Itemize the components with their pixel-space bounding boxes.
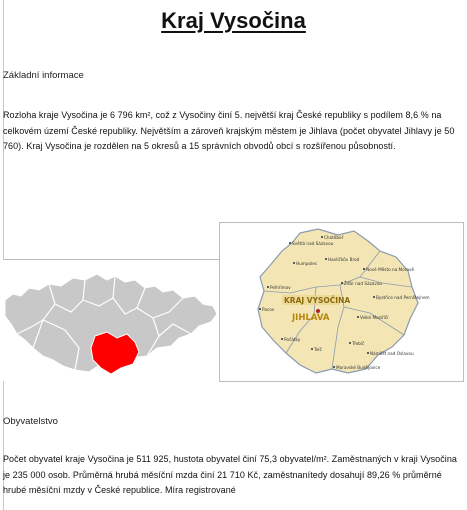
town-humpolec: Humpolec [296,261,318,266]
town-zdar: Žďár nad Sázavou [344,281,383,286]
town-namest: Náměšť nad Oslavou [370,351,414,356]
czech-republic-map [3,259,220,381]
vysocina-map-svg [220,223,463,381]
vysocina-region-map [219,222,464,382]
czech-map-svg [3,260,219,381]
town-nove-mesto: Nové Město na Moravě [366,267,415,272]
capital-marker [316,309,320,313]
town-velke-mezirici: Velké Meziříčí [360,315,389,320]
vysocina-region-highlight [91,332,139,374]
capital-label: JIHLAVA [292,313,330,323]
section-heading-basic-info: Základní informace [3,70,84,81]
paragraph-basic-info: Rozloha kraje Vysočina je 6 796 km², což z Vysočiny činí 5. největší kraj České republiky s podílem 8,6 % na celkovém území České republiky. Největším a zároveň krajským městem je Jihlava (počet obyvatel Jihlavy je 50 760). Kraj Vysočina je rozdělen na 5 okresů a 15 správních obvodů obcí s rozšířenou působností. [3,110,455,151]
paragraph-population: Počet obyvatel kraje Vysočina je 511 925, hustota obyvatel činí 75,3 obyvatel/m². Zaměstnaných v kraji Vysočina je 235 000 osob. Průměrná hrubá měsíční mzda činí 21 710 Kč, zaměstnanítedy dosahují 89,26 % průměrné hrubé měsíční mzdy v České republice. Míra registrované [3,454,457,495]
town-trebic: Třebíč [352,341,365,346]
section-heading-population: Obyvatelstvo [3,416,58,427]
town-pacov: Pacov [262,307,275,312]
town-pocatky: Počátky [284,337,301,342]
town-chotebor: Chotěboř [324,235,344,240]
town-telc: Telč [314,347,322,352]
town-bystrice: Bystřice nad Pernštejnem [376,295,430,300]
town-pelhrimov: Pelhřimov [270,285,291,290]
town-svetla: Světlá nad Sázavou [292,241,334,246]
document-title: Kraj Vysočina [161,8,306,33]
town-havlickuv-brod: Havlíčkův Brod [328,257,360,262]
region-label: KRAJ VYSOČINA [284,296,351,305]
town-moravske-budejovice: Moravské Budějovice [336,365,381,370]
